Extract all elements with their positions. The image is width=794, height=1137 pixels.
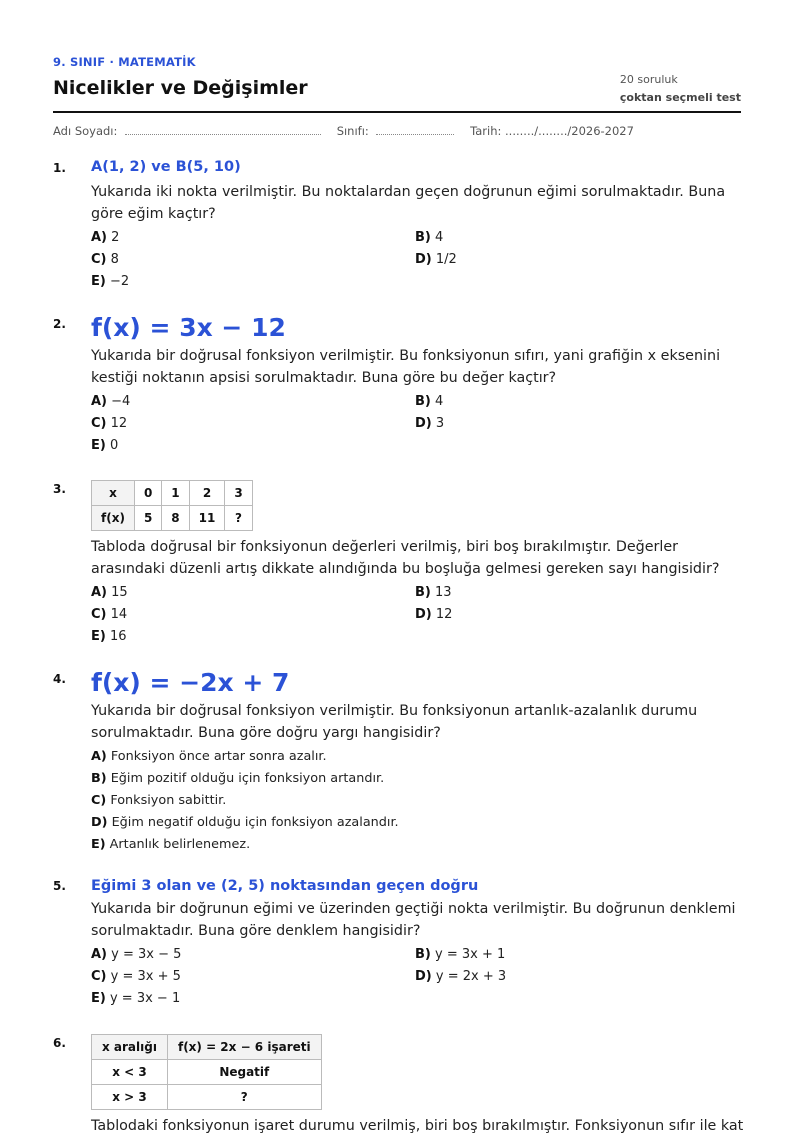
option-a[interactable]: A) −4 (91, 394, 131, 409)
test-type: çoktan seçmeli test (619, 91, 741, 104)
option-a[interactable]: A) y = 3x − 5 (91, 947, 182, 962)
sign-table (91, 1034, 322, 1110)
question-text: Yukarıda bir doğrusal fonksiyon verilmiştir. Bu fonksiyonun artanlık-azalanlık durumu sorulmaktadır. Buna göre doğru yargı hangisidir? (91, 703, 698, 741)
option-b[interactable]: B) Eğim pozitif olduğu için fonksiyon artandır. (91, 771, 385, 786)
question-number: 6. (53, 1036, 66, 1050)
table-cell: 2 (189, 481, 225, 506)
option-c[interactable]: C) Fonksiyon sabittir. (91, 793, 227, 808)
table-cell: f(x) (92, 506, 135, 531)
option-e[interactable]: E) −2 (91, 274, 130, 289)
student-info-line (53, 124, 741, 138)
option-e[interactable]: E) y = 3x − 1 (91, 991, 181, 1006)
question-text: Yukarıda bir doğrusal fonksiyon verilmiştir. Bu fonksiyonun sıfırı, yani grafiğin x eksenini kestiği noktanın apsisi sorulmaktadır. Buna göre bu değer kaçtır? (91, 348, 721, 386)
question-number: 1. (53, 161, 66, 175)
question-number: 5. (53, 879, 66, 893)
question-stem: f(x) = 3x − 12 (91, 313, 286, 342)
options (91, 227, 739, 293)
table-cell: x > 3 (92, 1085, 168, 1110)
table-header: f(x) = 2x − 6 işareti (167, 1035, 321, 1060)
option-b[interactable]: B) y = 3x + 1 (415, 947, 506, 962)
option-c[interactable]: C) 12 (91, 416, 128, 431)
options (91, 746, 739, 856)
option-a[interactable]: A) 15 (91, 585, 128, 600)
option-e[interactable]: E) 0 (91, 438, 119, 453)
option-c[interactable]: C) 14 (91, 607, 128, 622)
option-d[interactable]: D) 1/2 (415, 252, 457, 267)
table-cell: 3 (225, 481, 252, 506)
options (91, 582, 739, 648)
options (91, 944, 739, 1010)
options (91, 391, 739, 457)
question-text: Tabloda doğrusal bir fonksiyonun değerleri verilmiş, biri boş bırakılmıştır. Değerler arasındaki düzenli artış dikkate alındığında bu boşluğa gelmesi gereken sayı hangisidir? (91, 539, 720, 577)
question-number: 3. (53, 482, 66, 496)
table-cell: x (92, 481, 135, 506)
table-cell: 0 (134, 481, 161, 506)
question-stem: Eğimi 3 olan ve (2, 5) noktasından geçen doğru (91, 878, 479, 894)
question-count: 20 soruluk (619, 73, 678, 86)
table-cell: ? (167, 1085, 321, 1110)
option-a[interactable]: A) Fonksiyon önce artar sonra azalır. (91, 749, 327, 764)
option-c[interactable]: C) y = 3x + 5 (91, 969, 181, 984)
table-cell: 8 (162, 506, 189, 531)
table-cell: ? (225, 506, 252, 531)
question-text: Yukarıda bir doğrunun eğimi ve üzerinden geçtiği nokta verilmiştir. Bu doğrunun denklemi sorulmaktadır. Buna göre denklem hangisidir? (91, 901, 736, 939)
option-d[interactable]: D) y = 2x + 3 (415, 969, 507, 984)
question-number: 2. (53, 317, 66, 331)
page-title: Nicelikler ve Değişimler (53, 77, 308, 99)
option-e[interactable]: E) 16 (91, 629, 127, 644)
test-meta (620, 71, 741, 107)
option-d[interactable]: D) Eğim negatif olduğu için fonksiyon azalandır. (91, 815, 399, 830)
question-text: Yukarıda iki nokta verilmiştir. Bu noktalardan geçen doğrunun eğimi sorulmaktadır. Buna göre eğim kaçtır? (91, 184, 726, 222)
table-cell: x < 3 (92, 1060, 168, 1085)
table-header: x aralığı (92, 1035, 168, 1060)
header-rule (53, 111, 741, 113)
option-c[interactable]: C) 8 (91, 252, 119, 267)
question-stem: f(x) = −2x + 7 (91, 668, 290, 697)
grade-subject-label: 9. SINIF · MATEMATİK (53, 55, 196, 69)
value-table (91, 480, 253, 531)
name-blank[interactable] (125, 125, 321, 135)
name-label: Adı Soyadı: (53, 124, 118, 138)
table-cell: Negatif (167, 1060, 321, 1085)
option-d[interactable]: D) 12 (415, 607, 453, 622)
option-b[interactable]: B) 4 (415, 230, 444, 245)
class-label: Sınıfı: (336, 124, 369, 138)
option-e[interactable]: E) Artanlık belirlenemez. (91, 837, 251, 852)
question-number: 4. (53, 672, 66, 686)
question-text: Tablodaki fonksiyonun işaret durumu verilmiş, biri boş bırakılmıştır. Fonksiyonun sıfır ile kat (91, 1118, 744, 1134)
table-cell: 1 (162, 481, 189, 506)
question-stem: A(1, 2) ve B(5, 10) (91, 159, 241, 175)
option-b[interactable]: B) 4 (415, 394, 444, 409)
table-cell: 5 (134, 506, 161, 531)
class-blank[interactable] (376, 125, 454, 135)
option-a[interactable]: A) 2 (91, 230, 120, 245)
option-b[interactable]: B) 13 (415, 585, 452, 600)
option-d[interactable]: D) 3 (415, 416, 445, 431)
table-cell: 11 (189, 506, 225, 531)
date-label: Tarih: ......../......../2026-2027 (470, 124, 634, 138)
